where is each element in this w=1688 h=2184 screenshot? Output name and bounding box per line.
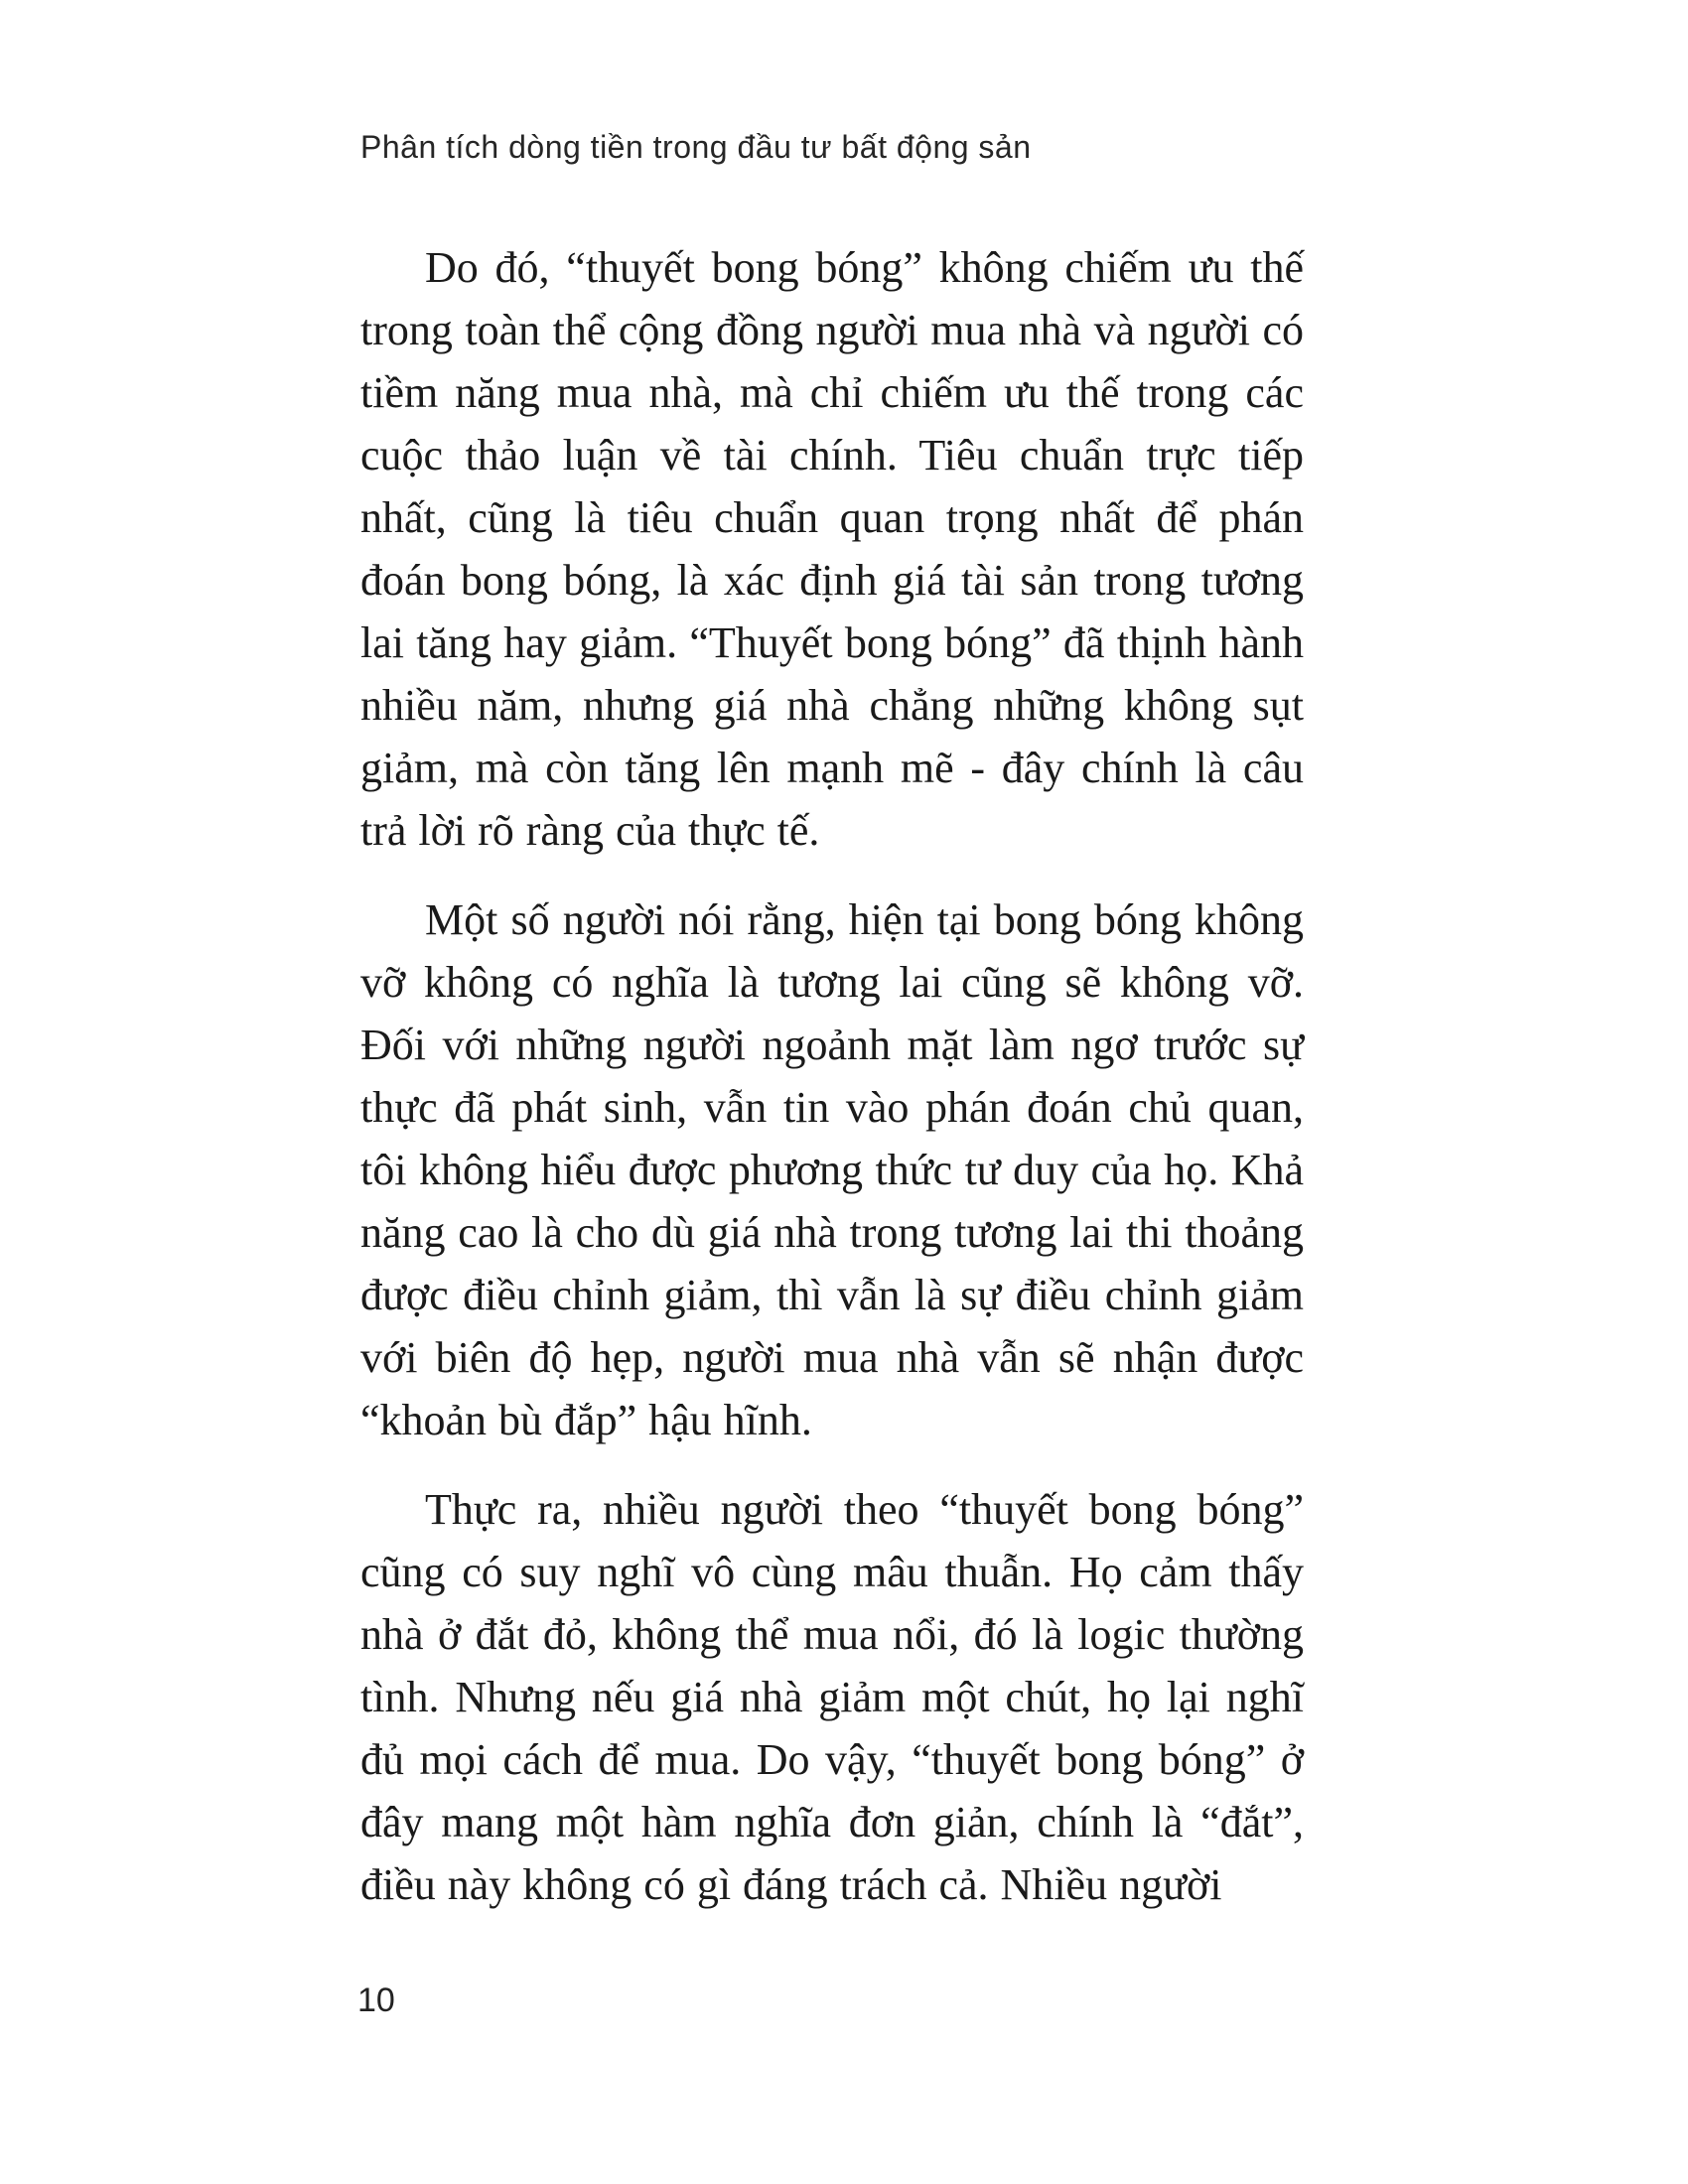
- paragraph-3: Thực ra, nhiều người theo “thuyết bong bóng” cũng có suy nghĩ vô cùng mâu thuẫn. Họ cảm thấy nhà ở đắt đỏ, không thể mua nổi, đó là logic thường tình. Nhưng nếu giá nhà giảm một chút, họ lại nghĩ đủ mọi cách để mua. Do vậy, “thuyết bong bóng” ở đây mang một hàm nghĩa đơn giản, chính là “đắt”, điều này không có gì đáng trách cả. Nhiều người: [360, 1485, 1304, 1909]
- paragraph-1: Do đó, “thuyết bong bóng” không chiếm ưu thế trong toàn thể cộng đồng người mua nhà và người có tiềm năng mua nhà, mà chỉ chiếm ưu thế trong các cuộc thảo luận về tài chính. Tiêu chuẩn trực tiếp nhất, cũng là tiêu chuẩn quan trọng nhất để phán đoán bong bóng, là xác định giá tài sản trong tương lai tăng hay giảm. “Thuyết bong bóng” đã thịnh hành nhiều năm, nhưng giá nhà chẳng những không sụt giảm, mà còn tăng lên mạnh mẽ - đây chính là câu trả lời rõ ràng của thực tế.: [360, 243, 1304, 855]
- paragraph-2: Một số người nói rằng, hiện tại bong bóng không vỡ không có nghĩa là tương lai cũng sẽ không vỡ. Đối với những người ngoảnh mặt làm ngơ trước sự thực đã phát sinh, vẫn tin vào phán đoán chủ quan, tôi không hiểu được phương thức tư duy của họ. Khả năng cao là cho dù giá nhà trong tương lai thi thoảng được điều chỉnh giảm, thì vẫn là sự điều chỉnh giảm với biên độ hẹp, người mua nhà vẫn sẽ nhận được “khoản bù đắp” hậu hĩnh.: [360, 895, 1304, 1444]
- page-number: 10: [357, 1981, 395, 2019]
- page-body: [360, 236, 1304, 1943]
- running-header: Phân tích dòng tiền trong đầu tư bất động sản: [360, 129, 1032, 165]
